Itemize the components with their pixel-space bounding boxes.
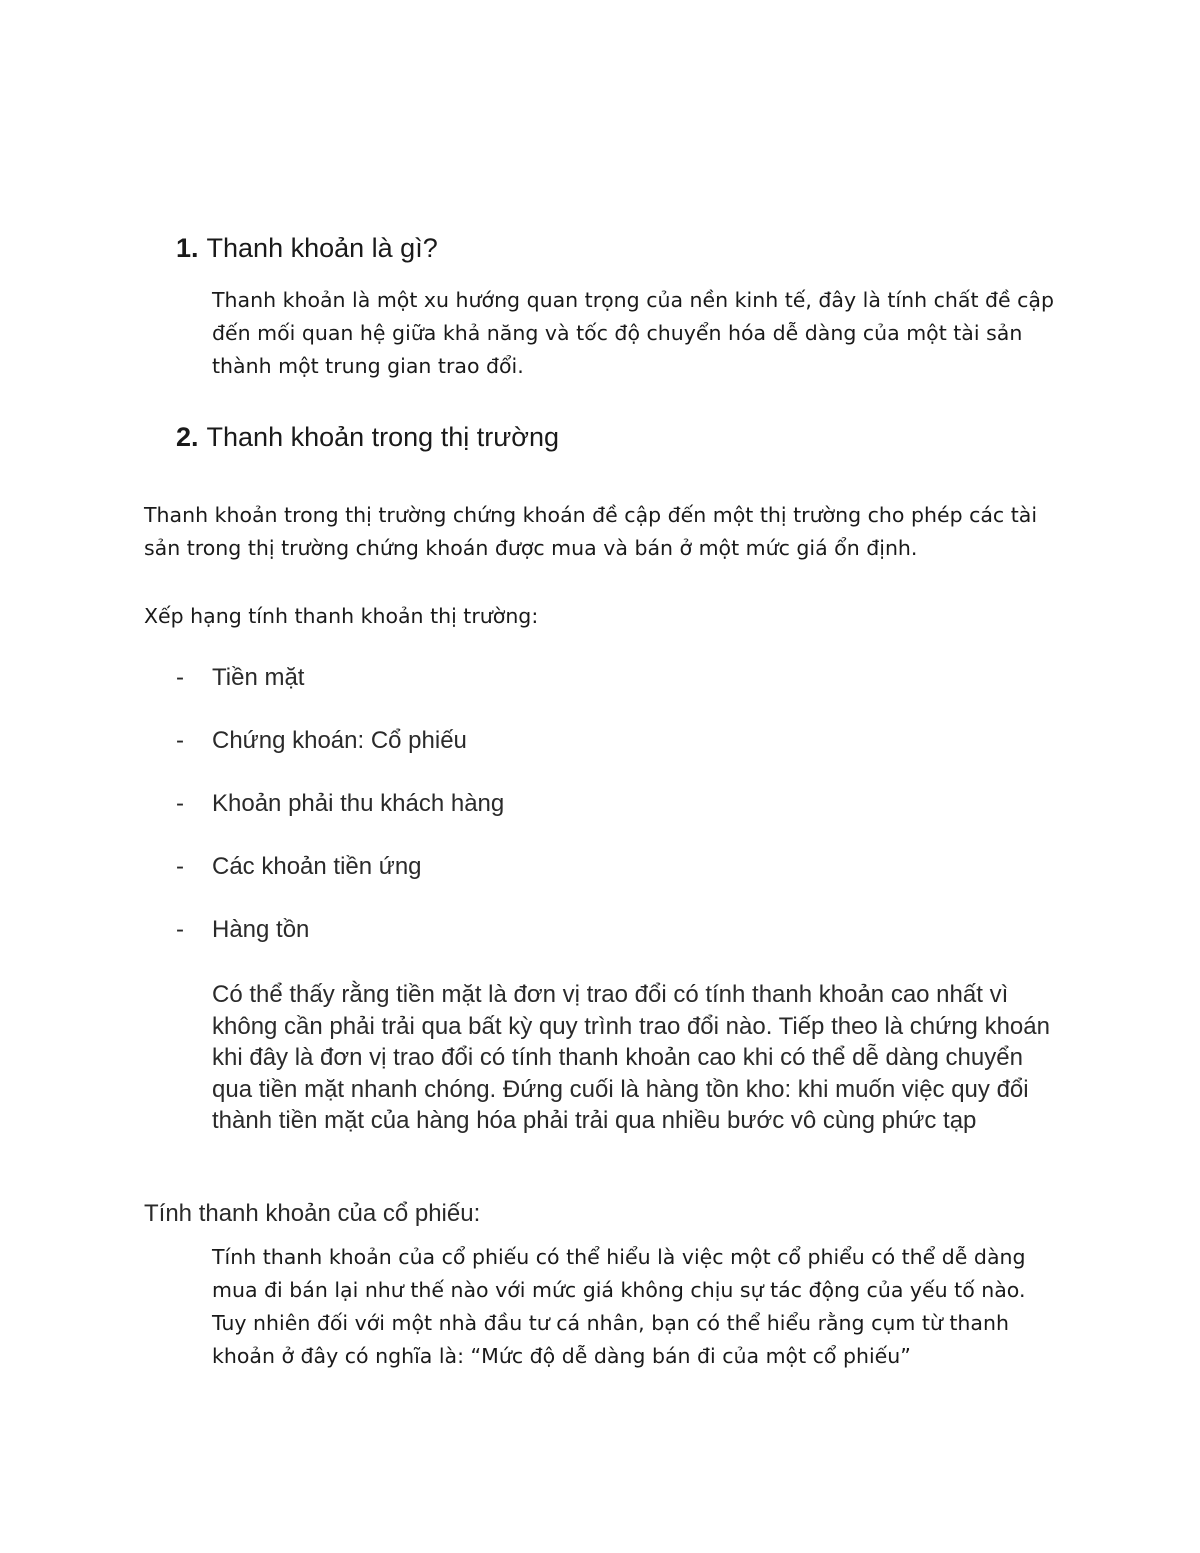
list-item [176,853,422,881]
list-item [176,664,304,692]
section-2-intro: Thanh khoản trong thị trường chứng khoán đề cập đến một thị trường cho phép các tài sản trong thị trường chứng khoán được mua và bán ở một mức giá ổn định. [144,503,1038,560]
list-item [176,790,504,818]
section-2-heading [176,422,559,453]
list-dash: - [176,664,184,691]
list-item [176,727,467,755]
list-item-text: Chứng khoán: Cổ phiếu [212,727,467,754]
list-item-text: Khoản phải thu khách hàng [212,790,505,817]
list-item-text: Tiền mặt [212,664,305,691]
list-item [176,916,309,944]
section-2-number: 2. [176,422,199,452]
section-2-title: Thanh khoản trong thị trường [206,422,560,452]
section-1-body: Thanh khoản là một xu hướng quan trọng của nền kinh tế, đây là tính chất đề cập đến mối quan hệ giữa khả năng và tốc độ chuyển hóa dễ dàng của một tài sản thành một trung gian trao đổi. [212,288,1055,378]
list-dash: - [176,916,184,943]
ranking-label: Xếp hạng tính thanh khoản thị trường: [144,604,539,628]
list-dash: - [176,853,184,880]
list-item-text: Các khoản tiền ứng [212,853,422,880]
list-dash: - [176,790,184,817]
list-item-text: Hàng tồn [212,916,310,943]
list-dash: - [176,727,184,754]
section-1-title: Thanh khoản là gì? [206,233,438,263]
section-1-heading [176,233,438,264]
section-1-number: 1. [176,233,199,263]
section-3-body: Tính thanh khoản của cổ phiếu có thể hiểu là việc một cổ phiểu có thể dễ dàng mua đi bán lại như thế nào với mức giá không chịu sự tác động của yếu tố nào. Tuy nhiên đối với một nhà đầu tư cá nhân, bạn có thể hiểu rằng cụm từ thanh khoản ở đây có nghĩa là: “Mức độ dễ dàng bán đi của một cổ phiếu” [212,1245,1026,1368]
section-2-conclusion: Có thể thấy rằng tiền mặt là đơn vị trao đổi có tính thanh khoản cao nhất vì không cần phải trải qua bất kỳ quy trình trao đổi nào. Tiếp theo là chứng khoán khi đây là đơn vị trao đổi có tính thanh khoản cao khi có thể dễ dàng chuyển qua tiền mặt nhanh chóng. Đứng cuối là hàng tồn kho: khi muốn việc quy đổi thành tiền mặt của hàng hóa phải trải qua nhiều bước vô cùng phức tạp [212,981,1050,1134]
section-3-heading: Tính thanh khoản của cổ phiếu: [144,1200,481,1227]
